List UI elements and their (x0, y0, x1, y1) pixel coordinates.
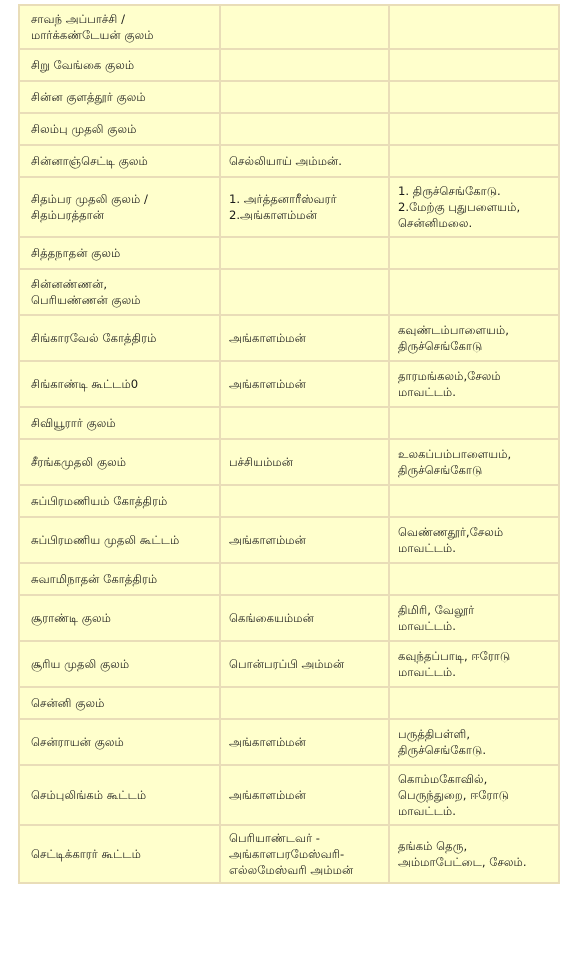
deity-cell: அங்காளம்மன் (221, 766, 390, 826)
place-cell: தாரமங்கலம்,சேலம் மாவட்டம். (390, 362, 560, 408)
place-cell (390, 114, 560, 146)
table-row (18, 766, 560, 826)
deity-cell (221, 564, 390, 596)
clan-table-body (18, 4, 560, 884)
clan-cell: செம்புலிங்கம் கூட்டம் (18, 766, 221, 826)
place-cell (390, 270, 560, 316)
place-cell (390, 146, 560, 178)
clan-cell: செட்டிக்காரர் கூட்டம் (18, 826, 221, 884)
deity-cell (221, 408, 390, 440)
place-cell (390, 564, 560, 596)
place-cell (390, 238, 560, 270)
clan-cell: சுவாமிநாதன் கோத்திரம் (18, 564, 221, 596)
deity-cell (221, 688, 390, 720)
table-row (18, 4, 560, 50)
clan-cell: சிதம்பர முதலி குலம் / சிதம்பரத்தான் (18, 178, 221, 238)
clan-cell: சின்னண்ணன், பெரியண்ணன் குலம் (18, 270, 221, 316)
deity-cell: செல்லியாய் அம்மன். (221, 146, 390, 178)
table-row (18, 688, 560, 720)
table-row (18, 596, 560, 642)
table-row (18, 316, 560, 362)
table-row (18, 50, 560, 82)
place-cell: 1. திருச்செங்கோடு. 2.மேற்கு புதுபளையம், சென்னிமலை. (390, 178, 560, 238)
clan-cell: சிறு வேங்கை குலம் (18, 50, 221, 82)
clan-cell: சென்ராயன் குலம் (18, 720, 221, 766)
deity-cell (221, 270, 390, 316)
place-cell: பருத்திபள்ளி, திருச்செங்கோடு. (390, 720, 560, 766)
table-row (18, 178, 560, 238)
table-row (18, 642, 560, 688)
table-row (18, 518, 560, 564)
clan-cell: சுப்பிரமணியம் கோத்திரம் (18, 486, 221, 518)
clan-cell: சின்னாஞ்செட்டி குலம் (18, 146, 221, 178)
clan-cell: சாவந் அப்பாச்சி / மார்க்கண்டேயன் குலம் (18, 4, 221, 50)
table-row (18, 238, 560, 270)
clan-table (18, 4, 560, 884)
deity-cell: பொன்பரப்பி அம்மன் (221, 642, 390, 688)
table-row (18, 486, 560, 518)
clan-cell: சிவியூரார் குலம் (18, 408, 221, 440)
deity-cell (221, 50, 390, 82)
table-row (18, 720, 560, 766)
deity-cell (221, 486, 390, 518)
table-row (18, 408, 560, 440)
deity-cell: பெரியாண்டவர் - அங்காளபரமேஸ்வரி- எல்லமேஸ்வரி அம்மன் (221, 826, 390, 884)
deity-cell: அங்காளம்மன் (221, 518, 390, 564)
deity-cell: அங்காளம்மன் (221, 362, 390, 408)
place-cell: திமிரி, வேலூர் மாவட்டம். (390, 596, 560, 642)
place-cell (390, 408, 560, 440)
clan-cell: சின்ன குளத்தூர் குலம் (18, 82, 221, 114)
place-cell: கவுந்தப்பாடி, ஈரோடு மாவட்டம். (390, 642, 560, 688)
table-row (18, 270, 560, 316)
clan-cell: சூராண்டி குலம் (18, 596, 221, 642)
table-row (18, 826, 560, 884)
deity-cell: அங்காளம்மன் (221, 720, 390, 766)
table-row (18, 114, 560, 146)
deity-cell: 1. அர்த்தனாரீஸ்வரர் 2.அங்காளம்மன் (221, 178, 390, 238)
place-cell: தங்கம் தெரு, அம்மாபேட்டை, சேலம். (390, 826, 560, 884)
deity-cell: கெங்கையம்மன் (221, 596, 390, 642)
clan-cell: சூரிய முதலி குலம் (18, 642, 221, 688)
table-row (18, 82, 560, 114)
place-cell: வெண்ணதூர்,சேலம் மாவட்டம். (390, 518, 560, 564)
clan-cell: சீரங்கமுதலி குலம் (18, 440, 221, 486)
clan-cell: சித்தநாதன் குலம் (18, 238, 221, 270)
place-cell (390, 486, 560, 518)
clan-cell: சிங்காண்டி கூட்டம்0 (18, 362, 221, 408)
table-row (18, 440, 560, 486)
deity-cell: பச்சியம்மன் (221, 440, 390, 486)
clan-cell: சிங்காரவேல் கோத்திரம் (18, 316, 221, 362)
place-cell (390, 82, 560, 114)
place-cell: கவுண்டம்பாளையம், திருச்செங்கோடு (390, 316, 560, 362)
deity-cell (221, 4, 390, 50)
place-cell (390, 50, 560, 82)
deity-cell: அங்காளம்மன் (221, 316, 390, 362)
place-cell: கொம்மகோவில், பெருந்துறை, ஈரோடு மாவட்டம். (390, 766, 560, 826)
clan-cell: சுப்பிரமணிய முதலி கூட்டம் (18, 518, 221, 564)
place-cell: உலகப்பம்பாளையம், திருச்செங்கோடு (390, 440, 560, 486)
place-cell (390, 4, 560, 50)
place-cell (390, 688, 560, 720)
table-row (18, 362, 560, 408)
clan-cell: சென்னி குலம் (18, 688, 221, 720)
clan-cell: சிலம்பு முதலி குலம் (18, 114, 221, 146)
deity-cell (221, 82, 390, 114)
deity-cell (221, 114, 390, 146)
table-row (18, 564, 560, 596)
deity-cell (221, 238, 390, 270)
table-row (18, 146, 560, 178)
